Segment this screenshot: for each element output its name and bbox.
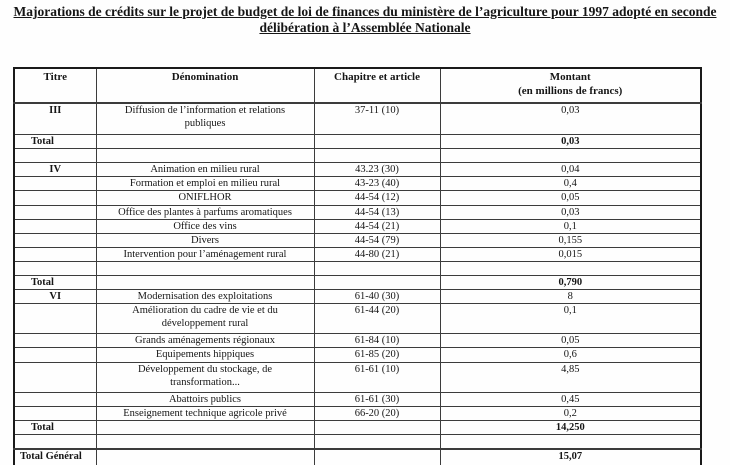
cell-denomination <box>96 276 314 290</box>
cell-chapitre <box>314 449 440 465</box>
cell-denomination: Office des plantes à parfums aromatiques <box>96 205 314 219</box>
cell-chapitre: 44-80 (21) <box>314 247 440 261</box>
cell-denomination <box>96 135 314 149</box>
cell-titre <box>14 233 96 247</box>
header-montant-line1: Montant <box>549 71 591 83</box>
cell-chapitre: 44-54 (21) <box>314 219 440 233</box>
table-row <box>14 392 701 406</box>
header-titre: Titre <box>14 68 96 103</box>
table-row-grand-total <box>14 449 701 465</box>
cell-denomination: Amélioration du cadre de vie et du développement rural <box>96 304 314 334</box>
cell-chapitre: 61-85 (20) <box>314 348 440 362</box>
cell-titre: Total <box>14 135 96 149</box>
cell-montant: 0,1 <box>440 304 701 334</box>
cell-chapitre <box>314 149 440 163</box>
cell-denomination: Equipements hippiques <box>96 348 314 362</box>
cell-chapitre <box>314 276 440 290</box>
table-header-row <box>14 68 701 103</box>
table-row <box>14 290 701 304</box>
cell-montant: 0,4 <box>440 177 701 191</box>
cell-chapitre: 43-23 (40) <box>314 177 440 191</box>
table-row <box>14 219 701 233</box>
cell-titre <box>14 219 96 233</box>
cell-montant: 4,85 <box>440 362 701 392</box>
header-denomination: Dénomination <box>96 68 314 103</box>
cell-montant <box>440 149 701 163</box>
cell-montant: 0,03 <box>440 135 701 149</box>
cell-chapitre: 44-54 (79) <box>314 233 440 247</box>
table-row <box>14 177 701 191</box>
cell-titre <box>14 191 96 205</box>
table-row-total <box>14 420 701 434</box>
cell-titre <box>14 362 96 392</box>
cell-denomination <box>96 434 314 449</box>
cell-chapitre <box>314 262 440 276</box>
cell-chapitre: 61-44 (20) <box>314 304 440 334</box>
cell-montant: 0,03 <box>440 205 701 219</box>
document-title-text: Majorations de crédits sur le projet de budget de loi de finances du ministère de l’agriculture pour 1997 adopté en seconde délibération à l’Assemblée Nationale <box>13 4 717 35</box>
cell-montant: 8 <box>440 290 701 304</box>
cell-montant: 0,03 <box>440 103 701 135</box>
cell-chapitre: 44-54 (13) <box>314 205 440 219</box>
cell-denomination: Modernisation des exploitations <box>96 290 314 304</box>
cell-denomination: Intervention pour l’aménagement rural <box>96 247 314 261</box>
table-row <box>14 163 701 177</box>
cell-chapitre: 44-54 (12) <box>314 191 440 205</box>
cell-denomination: Enseignement technique agricole privé <box>96 406 314 420</box>
cell-montant: 15,07 <box>440 449 701 465</box>
cell-montant: 0,6 <box>440 348 701 362</box>
document-title <box>10 4 720 36</box>
cell-titre <box>14 149 96 163</box>
cell-titre: VI <box>14 290 96 304</box>
table-row <box>14 362 701 392</box>
cell-denomination <box>96 262 314 276</box>
header-montant-line2: (en millions de francs) <box>518 84 623 97</box>
cell-chapitre: 61-61 (10) <box>314 362 440 392</box>
table-row <box>14 304 701 334</box>
cell-titre <box>14 262 96 276</box>
cell-denomination: Office des vins <box>96 219 314 233</box>
cell-denomination: Formation et emploi en milieu rural <box>96 177 314 191</box>
cell-chapitre: 61-84 (10) <box>314 334 440 348</box>
table-row <box>14 205 701 219</box>
cell-chapitre <box>314 434 440 449</box>
budget-table <box>13 67 702 465</box>
cell-denomination: ONIFLHOR <box>96 191 314 205</box>
cell-titre: Total <box>14 276 96 290</box>
cell-chapitre: 66-20 (20) <box>314 406 440 420</box>
header-montant <box>440 68 701 103</box>
cell-titre: IV <box>14 163 96 177</box>
table-row <box>14 191 701 205</box>
cell-titre: Total Général <box>14 449 96 465</box>
cell-titre <box>14 334 96 348</box>
cell-montant: 0,04 <box>440 163 701 177</box>
cell-denomination <box>96 420 314 434</box>
cell-denomination: Développement du stockage, de transformation... <box>96 362 314 392</box>
cell-titre <box>14 304 96 334</box>
cell-denomination <box>96 449 314 465</box>
table-row-empty <box>14 434 701 449</box>
cell-montant <box>440 262 701 276</box>
table-row <box>14 247 701 261</box>
cell-titre <box>14 434 96 449</box>
table-row-empty <box>14 262 701 276</box>
cell-chapitre <box>314 420 440 434</box>
cell-denomination: Animation en milieu rural <box>96 163 314 177</box>
table-row <box>14 334 701 348</box>
cell-denomination <box>96 149 314 163</box>
cell-titre: III <box>14 103 96 135</box>
cell-montant: 0,790 <box>440 276 701 290</box>
cell-montant: 14,250 <box>440 420 701 434</box>
cell-titre <box>14 205 96 219</box>
table-row-total <box>14 276 701 290</box>
cell-denomination: Abattoirs publics <box>96 392 314 406</box>
table-row <box>14 348 701 362</box>
cell-denomination: Divers <box>96 233 314 247</box>
table-row <box>14 103 701 135</box>
table-row-total <box>14 135 701 149</box>
cell-chapitre <box>314 135 440 149</box>
cell-chapitre: 61-61 (30) <box>314 392 440 406</box>
cell-titre: Total <box>14 420 96 434</box>
cell-titre <box>14 392 96 406</box>
table-row <box>14 406 701 420</box>
cell-montant: 0,155 <box>440 233 701 247</box>
cell-montant <box>440 434 701 449</box>
cell-chapitre: 43.23 (30) <box>314 163 440 177</box>
cell-chapitre: 61-40 (30) <box>314 290 440 304</box>
header-chapitre: Chapitre et article <box>314 68 440 103</box>
cell-denomination: Grands aménagements régionaux <box>96 334 314 348</box>
cell-denomination: Diffusion de l’information et relations publiques <box>96 103 314 135</box>
table-row-empty <box>14 149 701 163</box>
cell-chapitre: 37-11 (10) <box>314 103 440 135</box>
cell-titre <box>14 348 96 362</box>
cell-titre <box>14 177 96 191</box>
cell-montant: 0,015 <box>440 247 701 261</box>
cell-titre <box>14 406 96 420</box>
cell-montant: 0,05 <box>440 334 701 348</box>
cell-montant: 0,05 <box>440 191 701 205</box>
cell-montant: 0,45 <box>440 392 701 406</box>
cell-montant: 0,2 <box>440 406 701 420</box>
table-row <box>14 233 701 247</box>
cell-montant: 0,1 <box>440 219 701 233</box>
cell-titre <box>14 247 96 261</box>
